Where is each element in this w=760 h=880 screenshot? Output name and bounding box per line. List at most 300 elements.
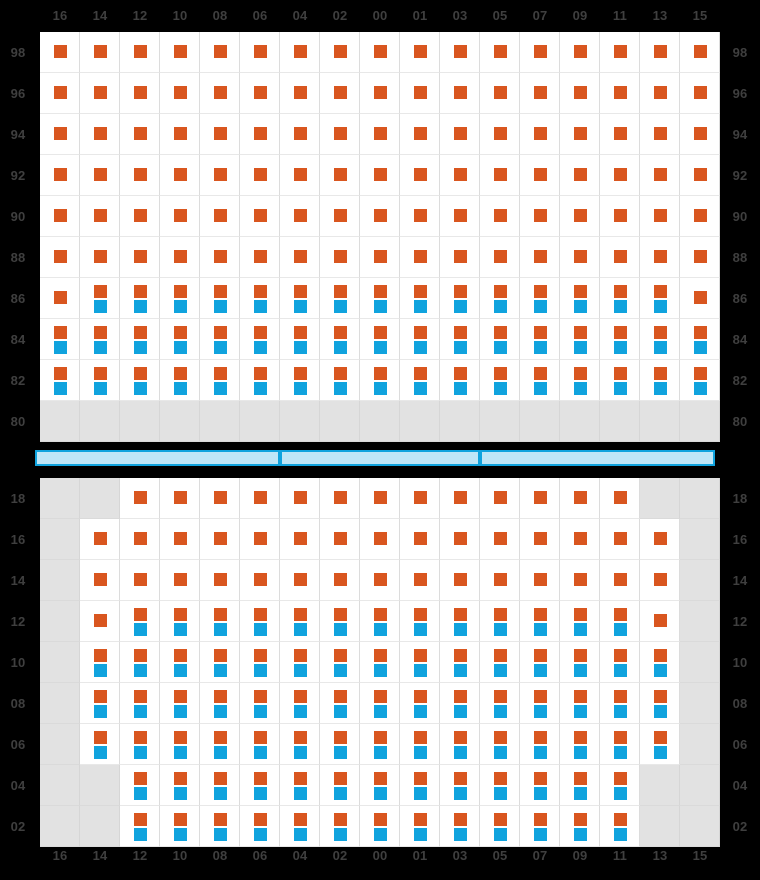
- marker-orange: [494, 573, 507, 586]
- marker-orange: [294, 326, 307, 339]
- marker-orange: [134, 168, 147, 181]
- marker-orange: [374, 209, 387, 222]
- marker-orange: [374, 326, 387, 339]
- marker-blue: [134, 787, 147, 800]
- marker-orange: [494, 326, 507, 339]
- row-label-lower-left-14: 14: [10, 572, 26, 588]
- seat-cell: [680, 478, 720, 519]
- marker-blue: [374, 787, 387, 800]
- marker-blue: [414, 300, 427, 313]
- marker-orange: [654, 250, 667, 263]
- marker-blue: [454, 300, 467, 313]
- marker-blue: [494, 705, 507, 718]
- marker-blue: [574, 746, 587, 759]
- marker-orange: [494, 127, 507, 140]
- marker-orange: [94, 731, 107, 744]
- column-label-top-04: 04: [292, 8, 308, 23]
- marker-blue: [334, 341, 347, 354]
- marker-orange: [94, 285, 107, 298]
- marker-blue: [294, 705, 307, 718]
- row-label-upper-right-84: 84: [732, 331, 748, 347]
- row-label-upper-left-84: 84: [10, 331, 26, 347]
- row-label-lower-right-14: 14: [732, 572, 748, 588]
- marker-orange: [214, 45, 227, 58]
- column-label-top-11: 11: [612, 8, 628, 23]
- marker-orange: [174, 573, 187, 586]
- marker-orange: [134, 608, 147, 621]
- marker-orange: [214, 731, 227, 744]
- marker-orange: [214, 285, 227, 298]
- seat-cell: [40, 519, 80, 560]
- marker-blue: [534, 623, 547, 636]
- marker-orange: [574, 649, 587, 662]
- marker-orange: [94, 45, 107, 58]
- marker-orange: [254, 326, 267, 339]
- marker-orange: [534, 326, 547, 339]
- marker-orange: [174, 649, 187, 662]
- marker-orange: [534, 649, 547, 662]
- marker-blue: [534, 787, 547, 800]
- marker-orange: [334, 649, 347, 662]
- marker-orange: [454, 813, 467, 826]
- marker-orange: [614, 326, 627, 339]
- marker-orange: [534, 45, 547, 58]
- marker-orange: [174, 690, 187, 703]
- marker-blue: [254, 787, 267, 800]
- marker-orange: [454, 326, 467, 339]
- marker-orange: [574, 608, 587, 621]
- marker-blue: [574, 664, 587, 677]
- column-label-bottom-11: 11: [612, 848, 628, 863]
- seat-cell: [480, 401, 520, 442]
- marker-orange: [174, 367, 187, 380]
- marker-orange: [134, 209, 147, 222]
- marker-blue: [294, 382, 307, 395]
- marker-orange: [374, 45, 387, 58]
- marker-blue: [414, 382, 427, 395]
- marker-orange: [54, 326, 67, 339]
- seat-cell: [680, 401, 720, 442]
- marker-orange: [574, 250, 587, 263]
- marker-blue: [214, 341, 227, 354]
- marker-orange: [574, 209, 587, 222]
- marker-orange: [374, 731, 387, 744]
- marker-orange: [574, 367, 587, 380]
- marker-orange: [574, 573, 587, 586]
- row-label-upper-left-88: 88: [10, 249, 26, 265]
- marker-orange: [94, 649, 107, 662]
- marker-orange: [654, 690, 667, 703]
- marker-orange: [334, 491, 347, 504]
- marker-orange: [654, 127, 667, 140]
- marker-orange: [94, 209, 107, 222]
- marker-orange: [614, 649, 627, 662]
- seat-cell: [40, 601, 80, 642]
- marker-blue: [374, 300, 387, 313]
- column-label-bottom-14: 14: [92, 848, 108, 863]
- marker-orange: [494, 813, 507, 826]
- marker-orange: [454, 491, 467, 504]
- marker-blue: [294, 664, 307, 677]
- marker-blue: [214, 787, 227, 800]
- marker-orange: [94, 690, 107, 703]
- marker-orange: [534, 532, 547, 545]
- marker-orange: [374, 532, 387, 545]
- marker-blue: [214, 382, 227, 395]
- seat-cell: [400, 401, 440, 442]
- marker-blue: [574, 623, 587, 636]
- marker-orange: [454, 690, 467, 703]
- marker-orange: [374, 649, 387, 662]
- marker-orange: [454, 608, 467, 621]
- marker-blue: [654, 341, 667, 354]
- marker-blue: [134, 341, 147, 354]
- row-label-upper-left-82: 82: [10, 372, 26, 388]
- marker-blue: [334, 300, 347, 313]
- marker-orange: [534, 491, 547, 504]
- marker-blue: [574, 787, 587, 800]
- marker-orange: [454, 168, 467, 181]
- marker-orange: [534, 168, 547, 181]
- marker-orange: [574, 532, 587, 545]
- marker-orange: [134, 649, 147, 662]
- marker-orange: [294, 608, 307, 621]
- marker-blue: [454, 664, 467, 677]
- marker-blue: [574, 382, 587, 395]
- column-label-top-03: 03: [452, 8, 468, 23]
- marker-orange: [214, 772, 227, 785]
- marker-orange: [294, 573, 307, 586]
- marker-orange: [494, 45, 507, 58]
- marker-orange: [254, 367, 267, 380]
- marker-orange: [174, 209, 187, 222]
- marker-orange: [294, 285, 307, 298]
- marker-orange: [94, 326, 107, 339]
- row-label-upper-right-90: 90: [732, 208, 748, 224]
- marker-orange: [534, 731, 547, 744]
- marker-orange: [414, 573, 427, 586]
- marker-blue: [414, 623, 427, 636]
- marker-blue: [254, 300, 267, 313]
- marker-orange: [54, 45, 67, 58]
- marker-blue: [94, 746, 107, 759]
- marker-orange: [294, 86, 307, 99]
- marker-orange: [614, 285, 627, 298]
- marker-blue: [134, 300, 147, 313]
- marker-orange: [414, 813, 427, 826]
- marker-blue: [574, 705, 587, 718]
- marker-orange: [414, 250, 427, 263]
- marker-orange: [494, 491, 507, 504]
- marker-blue: [694, 382, 707, 395]
- marker-blue: [654, 300, 667, 313]
- column-label-top-10: 10: [172, 8, 188, 23]
- marker-blue: [414, 705, 427, 718]
- marker-orange: [454, 649, 467, 662]
- marker-blue: [614, 787, 627, 800]
- marker-orange: [254, 813, 267, 826]
- column-label-top-14: 14: [92, 8, 108, 23]
- marker-orange: [414, 690, 427, 703]
- marker-orange: [694, 127, 707, 140]
- marker-orange: [174, 731, 187, 744]
- marker-orange: [454, 367, 467, 380]
- marker-orange: [294, 649, 307, 662]
- row-label-upper-right-88: 88: [732, 249, 748, 265]
- seat-cell: [640, 806, 680, 847]
- marker-orange: [94, 614, 107, 627]
- marker-orange: [214, 608, 227, 621]
- marker-blue: [54, 341, 67, 354]
- marker-orange: [454, 731, 467, 744]
- marker-orange: [614, 209, 627, 222]
- column-label-bottom-04: 04: [292, 848, 308, 863]
- marker-orange: [334, 86, 347, 99]
- column-label-bottom-10: 10: [172, 848, 188, 863]
- marker-orange: [414, 168, 427, 181]
- marker-orange: [294, 367, 307, 380]
- marker-blue: [294, 787, 307, 800]
- seat-cell: [640, 478, 680, 519]
- marker-orange: [334, 690, 347, 703]
- marker-blue: [534, 828, 547, 841]
- marker-orange: [94, 127, 107, 140]
- marker-orange: [454, 573, 467, 586]
- seat-cell: [600, 401, 640, 442]
- marker-blue: [54, 382, 67, 395]
- lower-grid-panel: [40, 478, 720, 847]
- marker-blue: [94, 664, 107, 677]
- marker-blue: [614, 746, 627, 759]
- marker-orange: [254, 127, 267, 140]
- marker-orange: [374, 608, 387, 621]
- marker-orange: [174, 127, 187, 140]
- marker-orange: [334, 772, 347, 785]
- marker-blue: [174, 382, 187, 395]
- marker-orange: [534, 127, 547, 140]
- marker-blue: [134, 623, 147, 636]
- marker-orange: [254, 649, 267, 662]
- marker-blue: [254, 664, 267, 677]
- marker-orange: [654, 614, 667, 627]
- marker-orange: [374, 690, 387, 703]
- marker-orange: [134, 127, 147, 140]
- marker-orange: [54, 250, 67, 263]
- marker-blue: [454, 746, 467, 759]
- marker-blue: [334, 664, 347, 677]
- seat-cell: [680, 683, 720, 724]
- marker-orange: [494, 608, 507, 621]
- marker-orange: [414, 45, 427, 58]
- marker-blue: [214, 664, 227, 677]
- marker-orange: [334, 367, 347, 380]
- marker-orange: [614, 45, 627, 58]
- marker-orange: [294, 813, 307, 826]
- marker-orange: [574, 491, 587, 504]
- marker-orange: [334, 813, 347, 826]
- marker-orange: [254, 45, 267, 58]
- marker-orange: [134, 326, 147, 339]
- row-label-lower-left-18: 18: [10, 490, 26, 506]
- marker-orange: [254, 532, 267, 545]
- marker-blue: [334, 382, 347, 395]
- marker-orange: [214, 491, 227, 504]
- aisle-segment-left[interactable]: [35, 450, 280, 466]
- marker-orange: [494, 649, 507, 662]
- row-label-upper-left-86: 86: [10, 290, 26, 306]
- seat-cell: [80, 401, 120, 442]
- marker-blue: [94, 382, 107, 395]
- marker-blue: [174, 746, 187, 759]
- seat-cell: [160, 401, 200, 442]
- marker-orange: [534, 250, 547, 263]
- aisle-segment-right[interactable]: [480, 450, 715, 466]
- marker-blue: [294, 623, 307, 636]
- marker-blue: [654, 705, 667, 718]
- marker-blue: [174, 787, 187, 800]
- seat-cell: [680, 642, 720, 683]
- seat-cell: [320, 401, 360, 442]
- marker-orange: [134, 813, 147, 826]
- column-label-top-09: 09: [572, 8, 588, 23]
- row-label-upper-left-96: 96: [10, 85, 26, 101]
- marker-orange: [374, 86, 387, 99]
- marker-orange: [614, 731, 627, 744]
- marker-orange: [574, 168, 587, 181]
- marker-orange: [414, 285, 427, 298]
- marker-blue: [294, 828, 307, 841]
- marker-blue: [414, 787, 427, 800]
- marker-orange: [414, 532, 427, 545]
- row-label-upper-left-80: 80: [10, 413, 26, 429]
- marker-blue: [534, 382, 547, 395]
- marker-orange: [254, 285, 267, 298]
- row-label-upper-right-82: 82: [732, 372, 748, 388]
- marker-blue: [374, 382, 387, 395]
- aisle-segment-center[interactable]: [280, 450, 480, 466]
- marker-orange: [334, 250, 347, 263]
- marker-orange: [214, 367, 227, 380]
- marker-blue: [614, 828, 627, 841]
- marker-blue: [174, 341, 187, 354]
- marker-orange: [294, 532, 307, 545]
- marker-orange: [214, 127, 227, 140]
- marker-orange: [174, 532, 187, 545]
- seat-cell: [680, 806, 720, 847]
- marker-orange: [614, 608, 627, 621]
- marker-blue: [614, 705, 627, 718]
- marker-orange: [454, 45, 467, 58]
- marker-blue: [494, 787, 507, 800]
- column-label-bottom-16: 16: [52, 848, 68, 863]
- seat-cell: [40, 560, 80, 601]
- marker-blue: [574, 828, 587, 841]
- marker-orange: [134, 532, 147, 545]
- marker-orange: [454, 127, 467, 140]
- column-label-top-06: 06: [252, 8, 268, 23]
- marker-blue: [574, 341, 587, 354]
- column-label-bottom-05: 05: [492, 848, 508, 863]
- row-label-lower-left-04: 04: [10, 777, 26, 793]
- marker-orange: [334, 209, 347, 222]
- marker-orange: [254, 573, 267, 586]
- column-label-bottom-01: 01: [412, 848, 428, 863]
- marker-blue: [414, 664, 427, 677]
- marker-orange: [614, 168, 627, 181]
- marker-orange: [414, 367, 427, 380]
- marker-orange: [174, 326, 187, 339]
- seat-cell: [40, 765, 80, 806]
- marker-blue: [654, 382, 667, 395]
- marker-blue: [254, 705, 267, 718]
- marker-orange: [174, 813, 187, 826]
- marker-orange: [614, 127, 627, 140]
- marker-blue: [454, 828, 467, 841]
- seat-cell: [680, 765, 720, 806]
- row-label-upper-left-94: 94: [10, 126, 26, 142]
- column-label-top-01: 01: [412, 8, 428, 23]
- marker-blue: [254, 341, 267, 354]
- marker-blue: [374, 828, 387, 841]
- marker-orange: [414, 608, 427, 621]
- column-label-top-15: 15: [692, 8, 708, 23]
- marker-orange: [214, 326, 227, 339]
- marker-orange: [494, 772, 507, 785]
- marker-orange: [94, 86, 107, 99]
- seat-cell: [640, 765, 680, 806]
- marker-orange: [414, 731, 427, 744]
- row-label-lower-left-08: 08: [10, 695, 26, 711]
- marker-orange: [654, 86, 667, 99]
- marker-orange: [374, 573, 387, 586]
- marker-orange: [134, 772, 147, 785]
- row-label-lower-left-06: 06: [10, 736, 26, 752]
- marker-orange: [614, 690, 627, 703]
- marker-orange: [374, 367, 387, 380]
- column-label-bottom-12: 12: [132, 848, 148, 863]
- marker-orange: [54, 209, 67, 222]
- column-label-top-16: 16: [52, 8, 68, 23]
- marker-orange: [574, 731, 587, 744]
- marker-blue: [494, 828, 507, 841]
- marker-orange: [294, 491, 307, 504]
- row-label-upper-right-86: 86: [732, 290, 748, 306]
- marker-blue: [214, 828, 227, 841]
- column-label-top-00: 00: [372, 8, 388, 23]
- marker-blue: [134, 746, 147, 759]
- marker-orange: [134, 491, 147, 504]
- seat-cell: [680, 724, 720, 765]
- marker-blue: [174, 828, 187, 841]
- marker-blue: [374, 341, 387, 354]
- marker-orange: [214, 86, 227, 99]
- marker-orange: [254, 772, 267, 785]
- seat-cell: [440, 401, 480, 442]
- marker-orange: [134, 250, 147, 263]
- row-label-upper-right-80: 80: [732, 413, 748, 429]
- marker-blue: [494, 746, 507, 759]
- marker-blue: [134, 382, 147, 395]
- marker-orange: [494, 367, 507, 380]
- row-label-lower-right-06: 06: [732, 736, 748, 752]
- marker-orange: [294, 209, 307, 222]
- marker-orange: [574, 127, 587, 140]
- marker-orange: [254, 86, 267, 99]
- marker-orange: [214, 532, 227, 545]
- marker-orange: [334, 573, 347, 586]
- seat-cell: [200, 401, 240, 442]
- marker-blue: [334, 705, 347, 718]
